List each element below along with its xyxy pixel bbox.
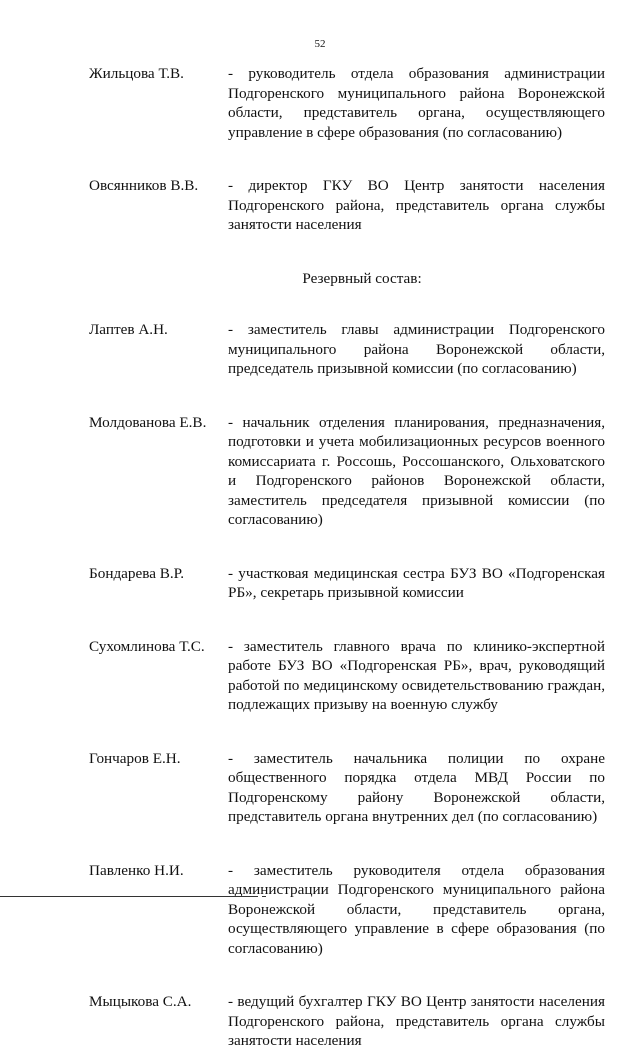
member-description: - ведущий бухгалтер ГКУ ВО Центр занятости населения Подгоренского района, представитель органа службы занятости населения <box>228 993 605 1049</box>
member-name: Молдованова Е.В. <box>89 413 207 431</box>
member-description: - директор ГКУ ВО Центр занятости населения Подгоренского района, представитель органа службы занятости населения <box>228 177 605 233</box>
member-name: Лаптев А.Н. <box>89 321 168 338</box>
bottom-divider-mark <box>262 896 266 897</box>
member-name: Гончаров Е.Н. <box>89 749 181 767</box>
member-list <box>89 64 605 1051</box>
member-name: Павленко Н.И. <box>89 861 184 879</box>
member-entry <box>89 637 605 715</box>
member-name: Бондарева В.Р. <box>89 564 185 582</box>
bottom-divider <box>0 896 258 897</box>
member-name: Сухомлинова Т.С. <box>89 637 205 655</box>
member-name: Жильцова Т.В. <box>89 65 184 82</box>
member-description: - заместитель главы администрации Подгоренского муниципального района Воронежской области, председатель призывной комиссии (по согласованию) <box>228 321 605 377</box>
member-entry <box>89 176 605 235</box>
member-name: Овсянников В.В. <box>89 177 199 194</box>
member-entry <box>89 749 605 827</box>
member-description: - руководитель отдела образования администрации Подгоренского муниципального района Воронежской области, представитель органа, осуществляющего управление в сфере образования (по согласованию) <box>228 65 605 141</box>
member-entry <box>89 320 605 379</box>
member-description: - заместитель главного врача по клинико-экспертной работе БУЗ ВО «Подгоренская РБ», врач, руководящий работой по медицинскому освидетельствованию граждан, подлежащих призыву на военную службу <box>228 637 605 713</box>
member-description: - заместитель руководителя отдела образования администрации Подгоренского муниципального района Воронежской области, представитель органа, осуществляющего управление в сфере образования (по согласованию) <box>228 861 605 957</box>
member-entry <box>89 992 605 1051</box>
member-entry <box>89 64 605 142</box>
member-description: - заместитель начальника полиции по охране общественного порядка отдела МВД России по Подгоренскому району Воронежской области, представитель органа внутренних дел (по согласованию) <box>228 749 605 825</box>
member-description: - начальник отделения планирования, предназначения, подготовки и учета мобилизационных ресурсов военного комиссариата г. Россошь, Россошанского, Ольховатского и Подгоренского районов Воронежской области, заместитель председателя призывной комиссии (по согласованию) <box>228 413 605 528</box>
page-number: 52 <box>314 38 326 50</box>
reserve-section-title: Резервный состав: <box>302 269 422 287</box>
member-description: - участковая медицинская сестра БУЗ ВО «Подгоренская РБ», секретарь призывной комиссии <box>228 564 605 601</box>
member-entry <box>89 564 605 603</box>
member-entry <box>89 413 605 530</box>
member-name: Мыцыкова С.А. <box>89 993 192 1010</box>
member-entry <box>89 861 605 959</box>
